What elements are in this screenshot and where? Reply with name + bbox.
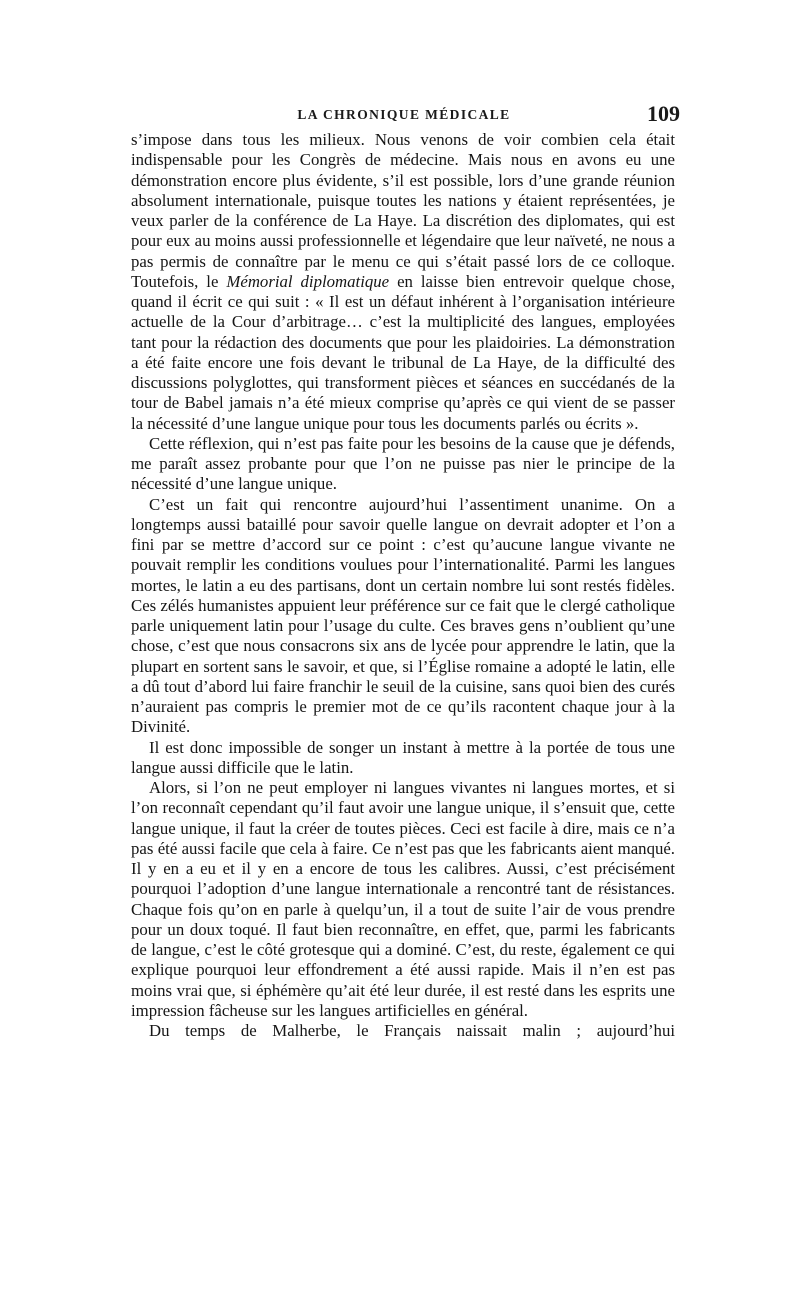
paragraph-text: s’impose dans tous les milieux. Nous venons de voir combien cela était indispensable pour les Congrès de médecine. Mais nous en avons eu une démonstration encore plus évidente, s’il est possible, lors d’une grande réunion absolument internationale, puisque toutes les nations y étaient représentées, je veux parler de la conférence de La Haye. La discrétion des diplomates, qui est pour eux au moins aussi professionnelle et légendaire que leur naïveté, ne nous a pas permis de connaître par le menu ce qui s’était passé lors de ce colloque. Toutefois, le	[131, 130, 675, 291]
paragraph-text: en laisse bien entrevoir quelque chose, quand il écrit ce qui suit : « Il est un défaut inhérent à l’organisation intérieure actuelle de la Cour d’arbitrage… c’est la multiplicité des langues, employées tant pour la rédaction des documents que pour les plaidoiries. La démonstration a été faite encore une fois devant le tribunal de La Haye, de la difficulté des discussions polyglottes, qui transforment pièces et séances en succédanés de la tour de Babel jamais n’a été mieux comprise qu’après ce qui vient de se passer la nécessité d’une langue unique pour tous les documents parlés ou écrits ».	[131, 271, 676, 433]
paragraph: C’est un fait qui rencontre aujourd’hui l’assentiment unanime. On a longtemps aussi bataillé pour savoir quelle langue on devrait adopter et l’on a fini par se mettre d’accord sur ce point : c’est qu’aucune langue vivante ne pouvait remplir les conditions voulues pour l’internationalité. Parmi les langues mortes, le latin a eu des partisans, dont un certain nombre lui sont restés fidèles. Ces zélés humanistes appuient leur préférence sur ce fait que le clergé catholique parle uniquement latin pour l’usage du culte. Ces braves gens n’oublient qu’une chose, c’est que nous consacrons six ans de lycée pour apprendre le latin, que la plupart en sortent sans le savoir, et que, si l’Église romaine a adopté le latin, elle a dû tout d’abord lui faire franchir le seuil de la cuisine, sans quoi bien des curés n’auraient pas compris le premier mot de ce qu’ils racontent chaque jour à la Divinité.	[131, 494, 675, 737]
publication-title: Mémorial diplomatique	[226, 271, 390, 291]
running-head	[128, 101, 680, 126]
journal-title: LA CHRONIQUE MÉDICALE	[297, 107, 511, 122]
paragraph: Alors, si l’on ne peut employer ni langues vivantes ni langues mortes, et si l’on reconnaît cependant qu’il faut avoir une langue unique, il s’ensuit que, cette langue unique, il faut la créer de toutes pièces. Ceci est facile à dire, mais ce n’a pas été aussi facile que cela à faire. Ce n’est pas que les fabricants aient manqué. Il y en a eu et il y en a encore de tous les calibres. Aussi, c’est précisément pourquoi l’adoption d’une langue internationale a rencontré tant de résistances. Chaque fois qu’on en parle à quelqu’un, il a tout de suite l’air de vous prendre pour un doux toqué. Il faut bien reconnaître, en effet, que, parmi les fabricants de langue, c’est le côté grotesque qui a dominé. C’est, du reste, également ce qui explique pourquoi leur effondrement a été aussi rapide. Mais il n’en est pas moins vrai que, si éphémère qu’ait été leur durée, il est resté dans les esprits une impression fâcheuse sur les langues artificielles en général.	[131, 778, 675, 1020]
paragraph: Il est donc impossible de songer un instant à mettre à la portée de tous une langue aussi difficile que le latin.	[131, 737, 675, 777]
paragraph: Cette réflexion, qui n’est pas faite pour les besoins de la cause que je défends, me paraît assez probante pour que l’on ne puisse pas nier le principe de la nécessité d’une langue unique.	[131, 433, 675, 494]
page-number: 109	[647, 101, 680, 126]
body-text	[131, 130, 675, 1041]
paragraph: Du temps de Malherbe, le Français naissait malin ; aujourd’hui	[149, 1021, 675, 1040]
paragraph	[131, 130, 675, 434]
